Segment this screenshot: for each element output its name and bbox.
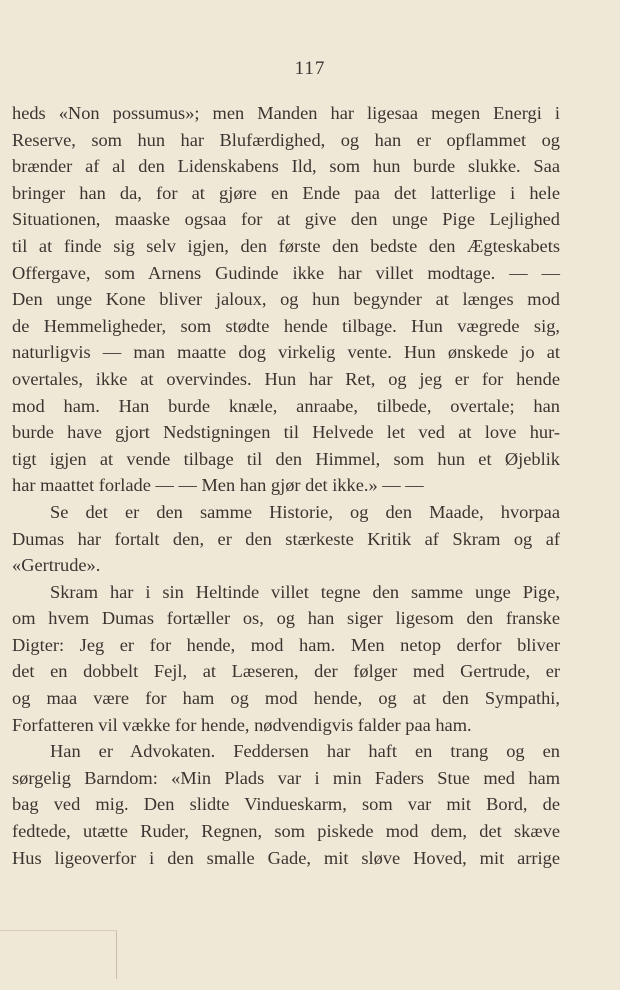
text-line: og maa være for ham og mod hende, og at den Sympathi, bbox=[12, 688, 560, 709]
text-line: «Gertrude». bbox=[12, 555, 101, 576]
text-line: har maattet forlade — — Men han gjør det ikke.» — — bbox=[12, 475, 424, 496]
text-line: sørgelig Barndom: «Min Plads var i min Faders Stue med ham bbox=[12, 767, 560, 788]
text-line: det en dobbelt Fejl, at Læseren, der følger med Gertrude, er bbox=[12, 661, 560, 682]
text-line: bag ved mig. Den slidte Vindueskarm, som var mit Bord, de bbox=[12, 794, 560, 815]
text-line: Forfatteren vil vække for hende, nødvendigvis falder paa ham. bbox=[12, 714, 472, 735]
text-line: mod ham. Han burde knæle, anraabe, tilbede, overtale; han bbox=[12, 395, 560, 416]
text-line: Hus ligeoverfor i den smalle Gade, mit sløve Hoved, mit arrige bbox=[12, 847, 560, 868]
body-text bbox=[12, 100, 560, 871]
text-line: Se det er den samme Historie, og den Maade, hvorpaa bbox=[50, 501, 560, 522]
text-line: tigt igjen at vende tilbage til den Himmel, som hun et Øjeblik bbox=[12, 448, 560, 469]
page-number: 117 bbox=[294, 58, 326, 79]
text-line: de Hemmeligheder, som stødte hende tilbage. Hun vægrede sig, bbox=[12, 315, 560, 336]
text-line: bringer han da, for at gjøre en Ende paa det latterlige i hele bbox=[12, 182, 560, 203]
text-line: burde have gjort Nedstigningen til Helvede let ved at love hur- bbox=[12, 422, 560, 443]
text-line: brænder af al den Lidenskabens Ild, som hun burde slukke. Saa bbox=[12, 156, 560, 177]
text-line: Han er Advokaten. Feddersen har haft en trang og en bbox=[50, 741, 560, 762]
text-line: Situationen, maaske ogsaa for at give den unge Pige Lejlighed bbox=[12, 209, 560, 230]
text-line: om hvem Dumas fortæller os, og han siger ligesom den franske bbox=[12, 608, 560, 629]
text-line: Offergave, som Arnens Gudinde ikke har villet modtage. — — bbox=[12, 262, 560, 283]
text-line: naturligvis — man maatte dog virkelig vente. Hun ønskede jo at bbox=[12, 342, 560, 363]
text-line: til at finde sig selv igjen, den første den bedste den Ægteskabets bbox=[12, 235, 560, 256]
text-line: Reserve, som hun har Blufærdighed, og han er opflammet og bbox=[12, 129, 560, 150]
text-line: fedtede, utætte Ruder, Regnen, som piskede mod dem, det skæve bbox=[12, 821, 560, 842]
text-line: Skram har i sin Heltinde villet tegne den samme unge Pige, bbox=[50, 581, 560, 602]
text-line: Digter: Jeg er for hende, mod ham. Men netop derfor bliver bbox=[12, 634, 560, 655]
margin-fold-mark bbox=[0, 930, 117, 979]
text-line: Den unge Kone bliver jaloux, og hun begynder at længes mod bbox=[12, 289, 560, 310]
text-line: overtales, ikke at overvindes. Hun har Ret, og jeg er for hende bbox=[12, 368, 560, 389]
text-line: heds «Non possumus»; men Manden har ligesaa megen Energi i bbox=[12, 103, 560, 123]
text-line: Dumas har fortalt den, er den stærkeste Kritik af Skram og af bbox=[12, 528, 560, 549]
